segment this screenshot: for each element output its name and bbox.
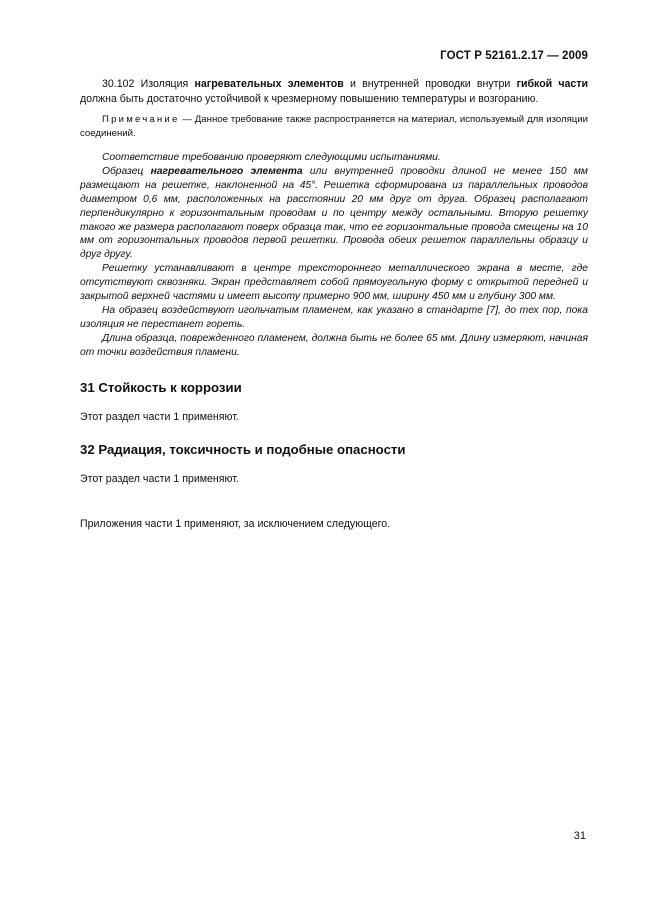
term-heating-elements: нагревательных элементов — [194, 78, 344, 90]
note-label: Примечание — [102, 114, 180, 125]
note — [80, 113, 588, 141]
compliance-screen: Решетку устанавливают в центре трехстороннего металлического экрана в месте, где отсутствуют сквозняки. Экран представляет собой прямоугольную форму с открытой передней и закрытой верхней частями и имеет высоту примерно 900 мм, ширину 450 мм и глубину 300 мм. — [80, 263, 588, 303]
term-heating-element: нагревательного элемента — [150, 165, 303, 177]
clause-30-102: 30.102 Изоляция нагревательных элементов и внутренней проводки внутри гибкой части должна быть достаточно устойчивой к чрезмерному повышению температуры и возгоранию. — [80, 78, 589, 105]
term-flexible-part: гибкой части — [516, 78, 589, 90]
section-31-text: Этот раздел части 1 применяют. — [80, 410, 239, 423]
clause-number: 30.102 — [102, 78, 135, 90]
annex-note: Приложения части 1 применяют, за исключением следующего. — [80, 517, 391, 530]
compliance-test-block — [80, 151, 588, 360]
compliance-intro: Соответствие требованию проверяют следующими испытаниями. — [102, 152, 441, 163]
section-32-text: Этот раздел части 1 применяют. — [80, 472, 239, 485]
page-content — [80, 77, 588, 532]
section-31-title: 31 Стойкость к коррозии — [80, 379, 242, 395]
page-number: 31 — [573, 830, 586, 842]
compliance-flame: На образец воздействуют игольчатым пламенем, как указано в стандарте [7], до тех пор, пока изоляция не перестанет гореть. — [80, 304, 588, 330]
compliance-length: Длина образца, поврежденного пламенем, должна быть не более 65 мм. Длину измеряют, начиная от точки воздействия пламени. — [80, 332, 588, 358]
compliance-sample: Образец нагревательного элемента или внутренней проводки длиной не менее 150 мм размещают на решетке, наклоненной на 45°. Решетка сформирована из параллельных проводов диаметром 0,6 мм, расположенных на расстоянии 20 мм друг от друга. Образец располагают перпендикулярно к горизонтальным проводам и по центру между остальными. Вторую решетку такого же размера располагают поверх образца так, что ее горизонтальные провода смещены на 10 мм от горизонтальных проводов первой решетки. Провода обеих решеток параллельны образцу и друг другу. — [80, 165, 588, 261]
section-32-title: 32 Радиация, токсичность и подобные опасности — [80, 441, 406, 457]
note-text: — Данное требование также распространяется на материал, используемый для изоляции соединений. — [80, 114, 588, 139]
document-header: ГОСТ Р 52161.2.17 — 2009 — [440, 50, 588, 62]
